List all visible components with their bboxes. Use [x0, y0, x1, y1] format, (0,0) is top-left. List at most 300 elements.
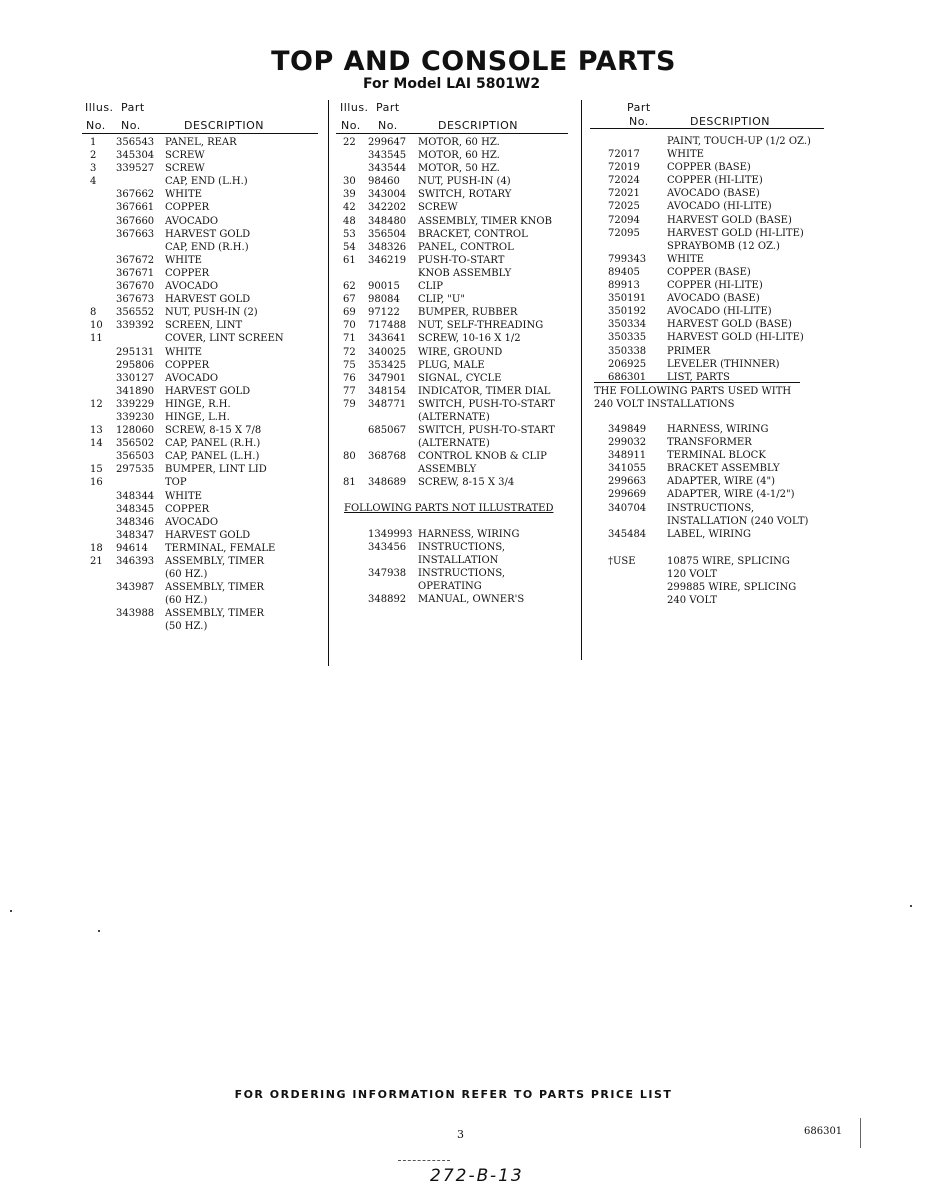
scan-speck	[10, 910, 12, 912]
part-description: WHITE	[165, 189, 202, 201]
part-row	[608, 358, 848, 371]
part-description: PAINT, TOUCH-UP (1/2 OZ.)	[667, 136, 811, 147]
part-description: WHITE	[667, 149, 704, 161]
part-row	[82, 581, 322, 594]
part-description: COPPER (BASE)	[667, 162, 751, 174]
part-row	[329, 398, 579, 411]
part-description: ASSEMBLY, TIMER	[165, 608, 264, 620]
part-description: CLIP	[418, 281, 443, 293]
illus-number: 42	[343, 202, 356, 214]
col3-header-part-no: No.	[629, 115, 649, 128]
part-row	[82, 149, 322, 162]
part-row	[82, 346, 322, 359]
part-number: 343988	[116, 608, 155, 620]
col2-header-part: Part	[376, 101, 400, 114]
col1-header-illus: Illus.	[85, 101, 114, 114]
col3-paint-list	[608, 135, 848, 384]
part-description: HARVEST GOLD (HI-LITE)	[667, 227, 804, 239]
part-description: ASSEMBLY	[418, 464, 477, 476]
part-row	[608, 528, 848, 541]
part-description: SCREW, 8-15 X 7/8	[165, 425, 262, 437]
page-number: 3	[457, 1128, 464, 1141]
col3-240v-note-line2: 240 VOLT INSTALLATIONS	[594, 399, 735, 410]
part-number: 343456	[368, 542, 407, 554]
part-description: HINGE, R.H.	[165, 398, 231, 410]
part-row	[608, 449, 848, 462]
part-number: 72095	[608, 227, 640, 239]
part-description: AVOCADO (HI-LITE)	[667, 201, 772, 213]
part-description: CLIP, "U"	[418, 294, 465, 306]
part-number: 356504	[368, 228, 407, 240]
part-number: 348480	[368, 215, 407, 227]
part-row	[82, 542, 322, 555]
part-number: 339229	[116, 398, 155, 410]
part-number: 299647	[368, 137, 407, 148]
part-row	[608, 253, 848, 266]
part-number: 1349993	[368, 529, 413, 540]
part-description: SCREW	[165, 163, 205, 175]
part-number: 341890	[116, 385, 155, 397]
part-number: 348154	[368, 385, 407, 397]
part-number: 350191	[608, 293, 647, 305]
part-number: 295806	[116, 359, 155, 371]
illus-number: 80	[343, 451, 356, 463]
part-description: CONTROL KNOB & CLIP	[418, 451, 547, 463]
part-number: 343004	[368, 189, 407, 201]
part-description: BUMPER, LINT LID	[165, 464, 267, 476]
part-row	[608, 161, 848, 174]
part-row	[82, 411, 322, 424]
part-row	[608, 135, 848, 148]
col3-240v-list	[608, 423, 848, 541]
part-row	[329, 450, 579, 463]
part-description: ASSEMBLY, TIMER	[165, 556, 264, 567]
part-description: INDICATOR, TIMER DIAL	[418, 385, 551, 397]
part-description: COPPER (BASE)	[667, 266, 751, 278]
part-row	[329, 372, 579, 385]
part-description: INSTALLATION (240 VOLT)	[667, 515, 809, 527]
illus-number: 76	[343, 372, 356, 384]
scan-speck	[910, 905, 912, 907]
part-description: HARVEST GOLD (BASE)	[667, 214, 792, 226]
illus-number: 14	[90, 438, 103, 450]
illus-number: 2	[90, 150, 97, 162]
part-number: †USE	[608, 556, 636, 567]
part-description: HARNESS, WIRING	[418, 529, 520, 540]
part-description: (50 HZ.)	[165, 621, 208, 633]
part-number: 343544	[368, 163, 407, 175]
part-row	[608, 436, 848, 449]
part-description: PUSH-TO-START	[418, 254, 505, 266]
part-description: PLUG, MALE	[418, 359, 485, 371]
part-description: ASSEMBLY, TIMER	[165, 582, 264, 594]
part-description: HARVEST GOLD	[165, 385, 251, 397]
part-row	[82, 476, 322, 489]
part-description: TOP	[165, 477, 187, 489]
part-number: 94614	[116, 542, 148, 554]
illus-number: 69	[343, 307, 356, 319]
illus-number: 1	[90, 137, 97, 148]
part-row	[82, 241, 322, 254]
col3-header-description: DESCRIPTION	[690, 115, 770, 128]
part-description: SIGNAL, CYCLE	[418, 372, 502, 384]
margin-mark	[860, 1118, 861, 1148]
part-row	[608, 292, 848, 305]
part-number: 348911	[608, 450, 647, 462]
part-description: ADAPTER, WIRE (4-1/2")	[667, 489, 795, 501]
illus-number: 22	[343, 137, 356, 148]
part-description: SCREW	[418, 202, 458, 214]
part-row	[608, 200, 848, 213]
part-number: 90015	[368, 281, 400, 293]
illus-number: 30	[343, 176, 356, 188]
illus-number: 4	[90, 176, 97, 188]
illus-number: 16	[90, 477, 103, 489]
part-row	[608, 488, 848, 501]
illus-number: 75	[343, 359, 356, 371]
part-row	[608, 423, 848, 436]
part-number: 347901	[368, 372, 407, 384]
part-description: AVOCADO	[165, 281, 219, 293]
illus-number: 77	[343, 385, 356, 397]
illus-number: 67	[343, 294, 356, 306]
document-number: 686301	[804, 1126, 843, 1137]
part-description: NUT, PUSH-IN (4)	[418, 176, 511, 188]
part-description: COPPER	[165, 267, 210, 279]
part-description: SCREW	[165, 150, 205, 162]
part-number: 367660	[116, 215, 155, 227]
col3-240v-note-line1: THE FOLLOWING PARTS USED WITH	[594, 386, 792, 397]
part-description: ADAPTER, WIRE (4")	[667, 476, 776, 488]
illus-number: 8	[90, 307, 97, 319]
part-row	[329, 359, 579, 372]
part-row	[329, 162, 579, 175]
part-number: 343987	[116, 582, 155, 594]
col2-header-rule	[336, 133, 568, 134]
part-row	[608, 148, 848, 161]
part-description: HARVEST GOLD	[165, 529, 251, 541]
part-row	[608, 555, 848, 568]
part-row	[329, 593, 579, 606]
part-description: INSTALLATION	[418, 555, 499, 567]
part-number: 339527	[116, 163, 155, 175]
part-number: 345484	[608, 528, 647, 540]
part-description: AVOCADO	[165, 516, 219, 528]
illus-number: 53	[343, 228, 356, 240]
part-description: OPERATING	[418, 581, 482, 593]
part-description: MOTOR, 50 HZ.	[418, 163, 500, 175]
part-row	[329, 463, 579, 476]
part-description: AVOCADO (HI-LITE)	[667, 306, 772, 318]
part-row	[82, 254, 322, 267]
part-number: 297535	[116, 464, 155, 476]
part-description: COPPER (HI-LITE)	[667, 175, 763, 187]
part-number: 349849	[608, 424, 647, 435]
part-row	[82, 620, 322, 633]
part-row	[329, 385, 579, 398]
part-description: WHITE	[165, 490, 202, 502]
part-number: 348345	[116, 503, 155, 515]
part-number: 348771	[368, 398, 407, 410]
part-row	[608, 462, 848, 475]
part-number: 128060	[116, 425, 155, 437]
part-description: COPPER	[165, 503, 210, 515]
part-description: INSTRUCTIONS,	[667, 502, 755, 514]
part-description: HARVEST GOLD	[165, 228, 251, 240]
part-number: 350334	[608, 319, 647, 331]
part-number: 348346	[116, 516, 155, 528]
part-description: AVOCADO	[165, 215, 219, 227]
col1-header-part-no: No.	[121, 119, 141, 132]
part-description: 120 VOLT	[667, 569, 718, 581]
illus-number: 79	[343, 398, 356, 410]
illus-number: 11	[90, 333, 103, 345]
part-description: COPPER	[165, 359, 210, 371]
part-number: 72019	[608, 162, 640, 174]
part-row	[82, 516, 322, 529]
part-row	[82, 188, 322, 201]
part-description: SWITCH, ROTARY	[418, 189, 512, 201]
part-row	[82, 529, 322, 542]
part-row	[608, 502, 848, 515]
part-number: 98460	[368, 176, 400, 188]
part-row	[82, 503, 322, 516]
illus-number: 12	[90, 398, 103, 410]
part-number: 72024	[608, 175, 640, 187]
part-description: AVOCADO	[165, 372, 219, 384]
part-row	[329, 554, 579, 567]
part-description: SWITCH, PUSH-TO-START	[418, 398, 555, 410]
part-row	[329, 293, 579, 306]
part-row	[608, 331, 848, 344]
part-number: 348326	[368, 241, 407, 253]
part-description: INSTRUCTIONS,	[418, 542, 506, 554]
col2-header-description: DESCRIPTION	[438, 119, 518, 132]
part-description: MOTOR, 60 HZ.	[418, 150, 500, 162]
illus-number: 71	[343, 333, 356, 345]
part-description: INSTRUCTIONS,	[418, 568, 506, 580]
part-row	[82, 306, 322, 319]
part-number: 686301	[608, 371, 647, 383]
part-number: 343545	[368, 150, 407, 162]
part-description: MANUAL, OWNER'S	[418, 594, 525, 606]
col1-parts-list	[82, 136, 322, 634]
col3-note-rule	[594, 382, 800, 383]
part-row	[329, 136, 579, 149]
part-number: 340704	[608, 502, 647, 514]
part-row	[329, 424, 579, 437]
part-row	[82, 490, 322, 503]
part-row	[82, 228, 322, 241]
part-number: 89405	[608, 266, 640, 278]
part-row	[82, 280, 322, 293]
handwritten-note: 272-B-13	[430, 1166, 524, 1186]
part-row	[82, 437, 322, 450]
part-row	[608, 266, 848, 279]
part-description: TRANSFORMER	[667, 437, 752, 449]
part-description: (60 HZ.)	[165, 595, 208, 607]
part-description: SPRAYBOMB (12 OZ.)	[667, 240, 780, 252]
part-number: 367661	[116, 202, 155, 214]
part-number: 206925	[608, 358, 647, 370]
part-number: 339230	[116, 411, 155, 423]
illus-number: 3	[90, 163, 97, 175]
part-number: 685067	[368, 425, 407, 437]
part-row	[82, 568, 322, 581]
part-row	[608, 475, 848, 488]
part-number: 347938	[368, 568, 407, 580]
part-row	[329, 346, 579, 359]
part-description: HARVEST GOLD	[165, 294, 251, 306]
part-number: 367663	[116, 228, 155, 240]
illus-number: 48	[343, 215, 356, 227]
page-title: TOP AND CONSOLE PARTS	[271, 46, 676, 77]
part-description: 10875 WIRE, SPLICING	[667, 556, 790, 567]
part-row	[82, 555, 322, 568]
part-row	[329, 411, 579, 424]
part-description: SWITCH, PUSH-TO-START	[418, 425, 555, 437]
part-number: 98084	[368, 294, 400, 306]
part-number: 350335	[608, 332, 647, 344]
part-number: 72094	[608, 214, 640, 226]
part-row	[82, 201, 322, 214]
part-description: PANEL, CONTROL	[418, 241, 514, 253]
col1-header-part: Part	[121, 101, 145, 114]
col3-header-part: Part	[627, 101, 651, 114]
part-row	[329, 319, 579, 332]
part-description: (ALTERNATE)	[418, 438, 490, 450]
part-number: 350338	[608, 345, 647, 357]
part-description: COPPER (HI-LITE)	[667, 280, 763, 292]
part-number: 799343	[608, 253, 647, 265]
part-description: HARVEST GOLD (BASE)	[667, 319, 792, 331]
col2-not-illustrated-list	[329, 528, 579, 607]
part-row	[608, 279, 848, 292]
illus-number: 39	[343, 189, 356, 201]
illus-number: 70	[343, 320, 356, 332]
part-number: 348344	[116, 490, 155, 502]
part-row	[329, 201, 579, 214]
part-number: 367662	[116, 189, 155, 201]
part-row	[82, 162, 322, 175]
part-row	[329, 188, 579, 201]
part-row	[608, 345, 848, 358]
illus-number: 62	[343, 281, 356, 293]
part-description: SCREEN, LINT	[165, 320, 243, 332]
part-row	[608, 227, 848, 240]
part-number: 346393	[116, 556, 155, 567]
illus-number: 54	[343, 241, 356, 253]
part-number: 343641	[368, 333, 407, 345]
part-description: SCREW, 8-15 X 3/4	[418, 477, 515, 489]
part-description: CAP, END (L.H.)	[165, 176, 248, 188]
col1-header-description: DESCRIPTION	[184, 119, 264, 132]
part-description: WHITE	[165, 254, 202, 266]
part-number: 295131	[116, 346, 155, 358]
part-description: BRACKET ASSEMBLY	[667, 463, 780, 475]
part-description: COPPER	[165, 202, 210, 214]
part-description: 240 VOLT	[667, 595, 718, 607]
part-row	[329, 175, 579, 188]
part-row	[329, 437, 579, 450]
part-row	[329, 580, 579, 593]
part-description: ASSEMBLY, TIMER KNOB	[418, 215, 552, 227]
part-number: 368768	[368, 451, 407, 463]
part-description: LEVELER (THINNER)	[667, 358, 780, 370]
part-description: WHITE	[667, 253, 704, 265]
illus-number: 10	[90, 320, 103, 332]
part-description: CAP, PANEL (L.H.)	[165, 451, 260, 463]
model-subtitle: For Model LAI 5801W2	[363, 76, 541, 92]
part-number: 72021	[608, 188, 640, 200]
part-row	[82, 332, 322, 345]
part-description: WHITE	[165, 346, 202, 358]
part-row	[329, 241, 579, 254]
part-description: COVER, LINT SCREEN	[165, 333, 284, 345]
part-row	[82, 450, 322, 463]
part-description: AVOCADO (BASE)	[667, 188, 760, 200]
part-number: 717488	[368, 320, 407, 332]
handwritten-underline	[398, 1160, 450, 1161]
illus-number: 81	[343, 477, 356, 489]
ordering-footer: FOR ORDERING INFORMATION REFER TO PARTS PRICE LIST	[234, 1088, 673, 1101]
illus-number: 61	[343, 254, 356, 266]
part-row	[329, 476, 579, 489]
part-number: 348689	[368, 477, 407, 489]
part-row	[82, 175, 322, 188]
part-description: 299885 WIRE, SPLICING	[667, 582, 797, 594]
part-row	[82, 359, 322, 372]
part-number: 72025	[608, 201, 640, 213]
part-row	[608, 240, 848, 253]
part-number: 340025	[368, 346, 407, 358]
part-number: 345304	[116, 150, 155, 162]
part-row	[82, 293, 322, 306]
col2-not-illustrated-note: FOLLOWING PARTS NOT ILLUSTRATED	[344, 503, 554, 514]
col1-header-illus-no: No.	[86, 119, 106, 132]
illus-number: 15	[90, 464, 103, 476]
part-number: 350192	[608, 306, 647, 318]
part-row	[329, 567, 579, 580]
part-description: TERMINAL, FEMALE	[165, 542, 276, 554]
part-description: LIST, PARTS	[667, 371, 730, 383]
column-divider-right	[581, 100, 582, 660]
part-number: 97122	[368, 307, 400, 319]
illus-number: 21	[90, 556, 103, 567]
part-description: BUMPER, RUBBER	[418, 307, 518, 319]
part-description: HARNESS, WIRING	[667, 424, 769, 435]
part-row	[608, 515, 848, 528]
scan-speck	[98, 930, 100, 932]
part-row	[329, 267, 579, 280]
part-description: PRIMER	[667, 345, 711, 357]
part-row	[329, 306, 579, 319]
part-row	[82, 372, 322, 385]
part-row	[82, 215, 322, 228]
part-number: 367670	[116, 281, 155, 293]
part-description: HARVEST GOLD (HI-LITE)	[667, 332, 804, 344]
col1-header-rule	[82, 133, 318, 134]
part-description: (60 HZ.)	[165, 569, 208, 581]
part-row	[329, 215, 579, 228]
part-row	[82, 319, 322, 332]
part-row	[82, 607, 322, 620]
part-number: 356543	[116, 137, 155, 148]
part-description: NUT, PUSH-IN (2)	[165, 307, 258, 319]
part-row	[329, 228, 579, 241]
part-row	[82, 398, 322, 411]
part-row	[82, 267, 322, 280]
